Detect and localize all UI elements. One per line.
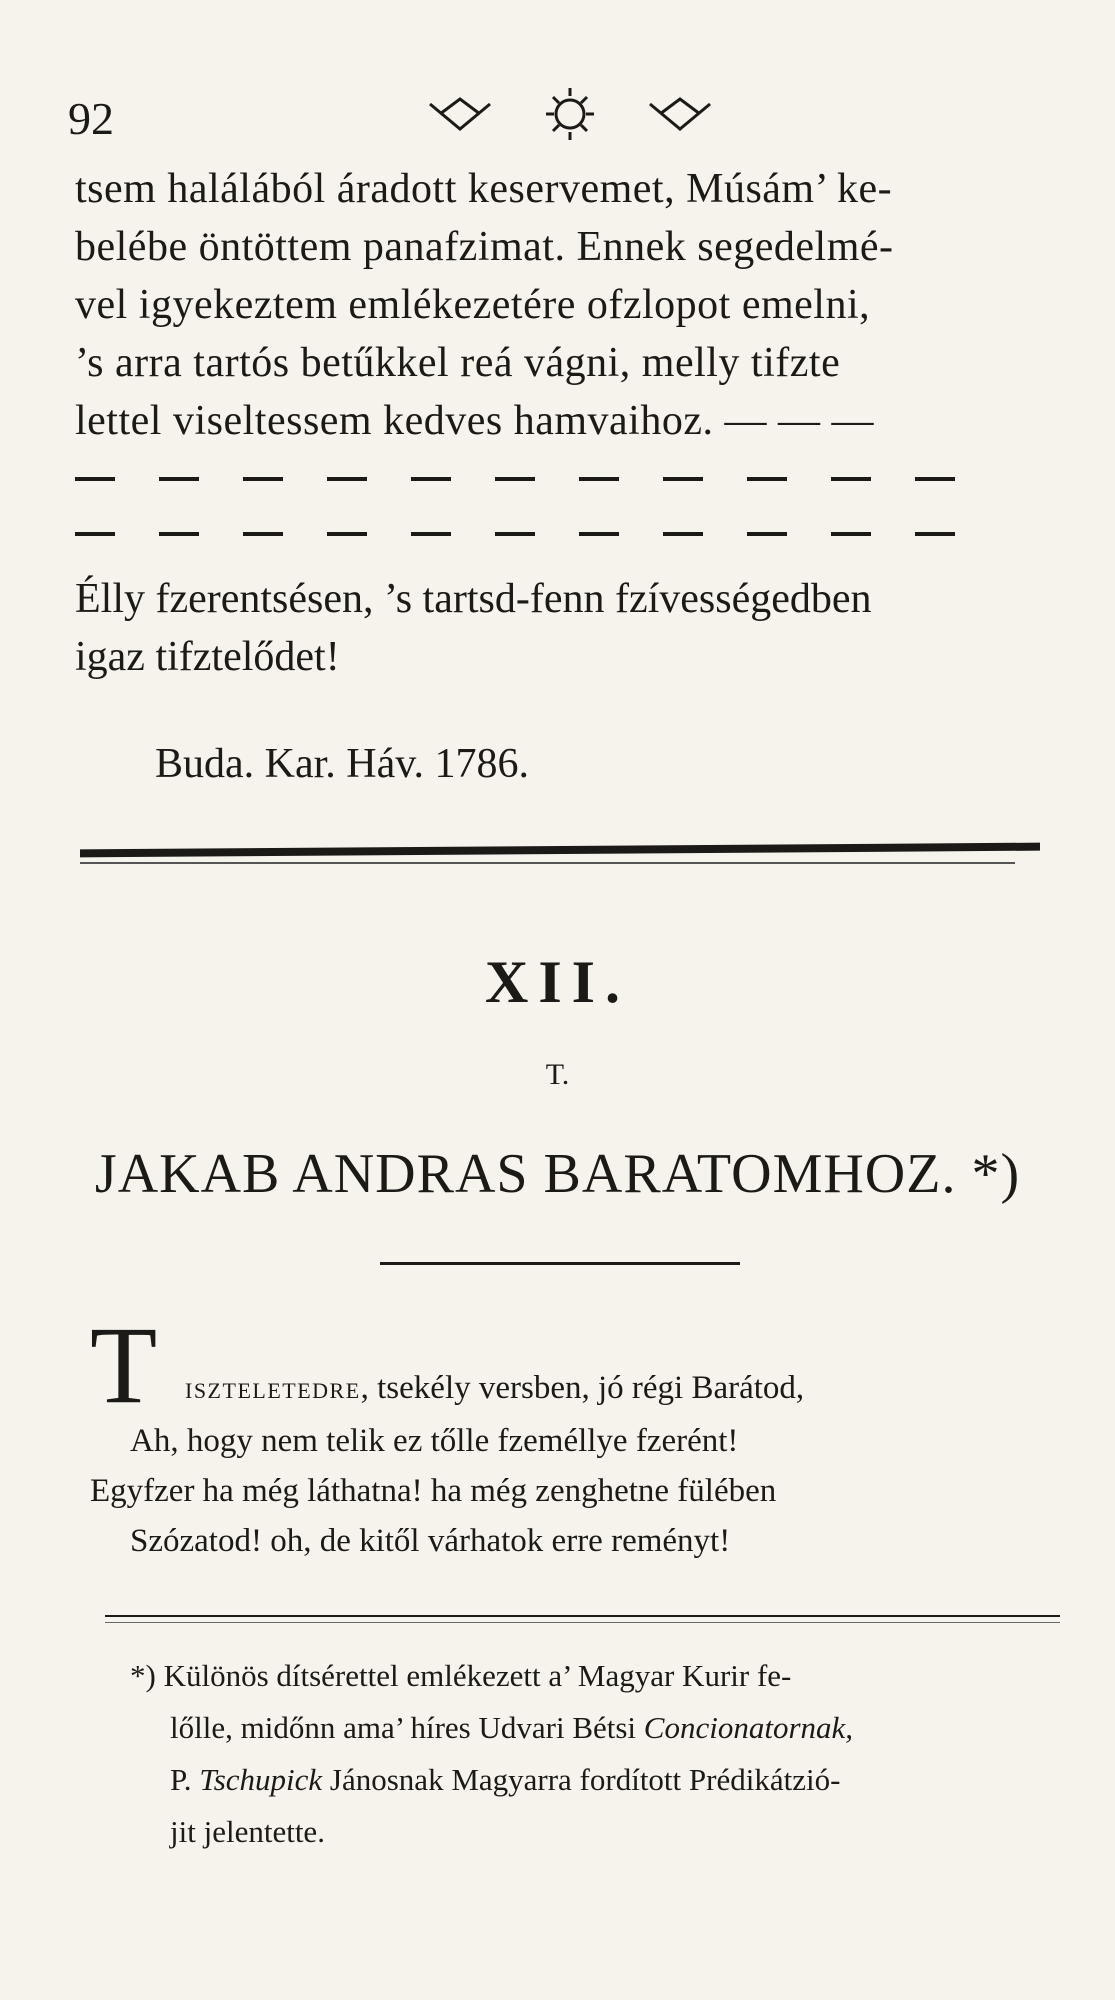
poem-line-rest: , tsekély versben, jó régi Barátod, [360, 1370, 805, 1406]
text-line: igaz tifztelődet! [75, 634, 340, 680]
footnote-line [130, 1702, 1060, 1754]
text-line: lettel viseltessem kedves hamvaihoz. — — — [75, 398, 874, 444]
text-line: belébe öntöttem panafzimat. Ennek segedelmé- [75, 224, 894, 270]
poem-line [90, 1325, 1050, 1416]
small-caps-word: ISZTELETEDRE [185, 1378, 361, 1403]
poem [90, 1304, 1050, 1566]
footnote-text: P. [170, 1762, 200, 1797]
footnote-italic: Concionatornak, [643, 1710, 854, 1745]
text-line: ’s arra tartós betűkkel reá vágni, melly tifzte [75, 340, 841, 386]
page-number: 92 [68, 93, 114, 144]
text-line: Élly fzerentsésen, ’s tartsd-fenn fzívességedben [75, 576, 872, 622]
poem-line: Ah, hogy nem telik ez tőlle fzeméllye fzerént! [130, 1423, 739, 1459]
body-paragraph [75, 160, 1045, 450]
poem-line: Egyfzer ha még láthatna! ha még zenghetne fülében [90, 1473, 777, 1509]
title-rule [380, 1262, 740, 1265]
footnote [130, 1650, 1060, 1858]
dash-row [75, 470, 1045, 478]
drop-cap: T [90, 1304, 158, 1426]
closing-paragraph [75, 570, 1045, 686]
poem-line: Szózatod! oh, de kitől várhatok erre reményt! [130, 1523, 731, 1559]
section-divider-thin [80, 862, 1015, 864]
footnote-line: jit jelentette. [170, 1814, 325, 1849]
section-letter: T. [545, 1058, 570, 1091]
section-number: XII. [484, 949, 631, 1015]
text-line: vel igyekeztem emlékezetére ofzlopot emelni, [75, 282, 871, 328]
footnote-italic: Tschupick [199, 1762, 323, 1797]
footnote-rule-thin [105, 1622, 1060, 1623]
footnote-text: lőlle, midőnn ama’ híres Udvari Bétsi [170, 1710, 644, 1745]
footnote-line [130, 1754, 1060, 1806]
dash-row [75, 525, 1045, 533]
footnote-rule [105, 1615, 1060, 1617]
footnote-line: *) Különös dítsérettel emlékezett a’ Magyar Kurir fe- [130, 1658, 792, 1693]
section-title: JAKAB ANDRAS BARATOMHOZ. *) [94, 1143, 1021, 1205]
floral-ornament-icon [420, 84, 720, 144]
text-line: tsem halálából áradott keservemet, Músám’ ke- [75, 166, 893, 212]
footnote-text: Jánosnak Magyarra fordított Prédikátzió- [322, 1762, 841, 1797]
place-date-signoff: Buda. Kar. Háv. 1786. [155, 741, 530, 787]
section-divider [80, 843, 1040, 858]
